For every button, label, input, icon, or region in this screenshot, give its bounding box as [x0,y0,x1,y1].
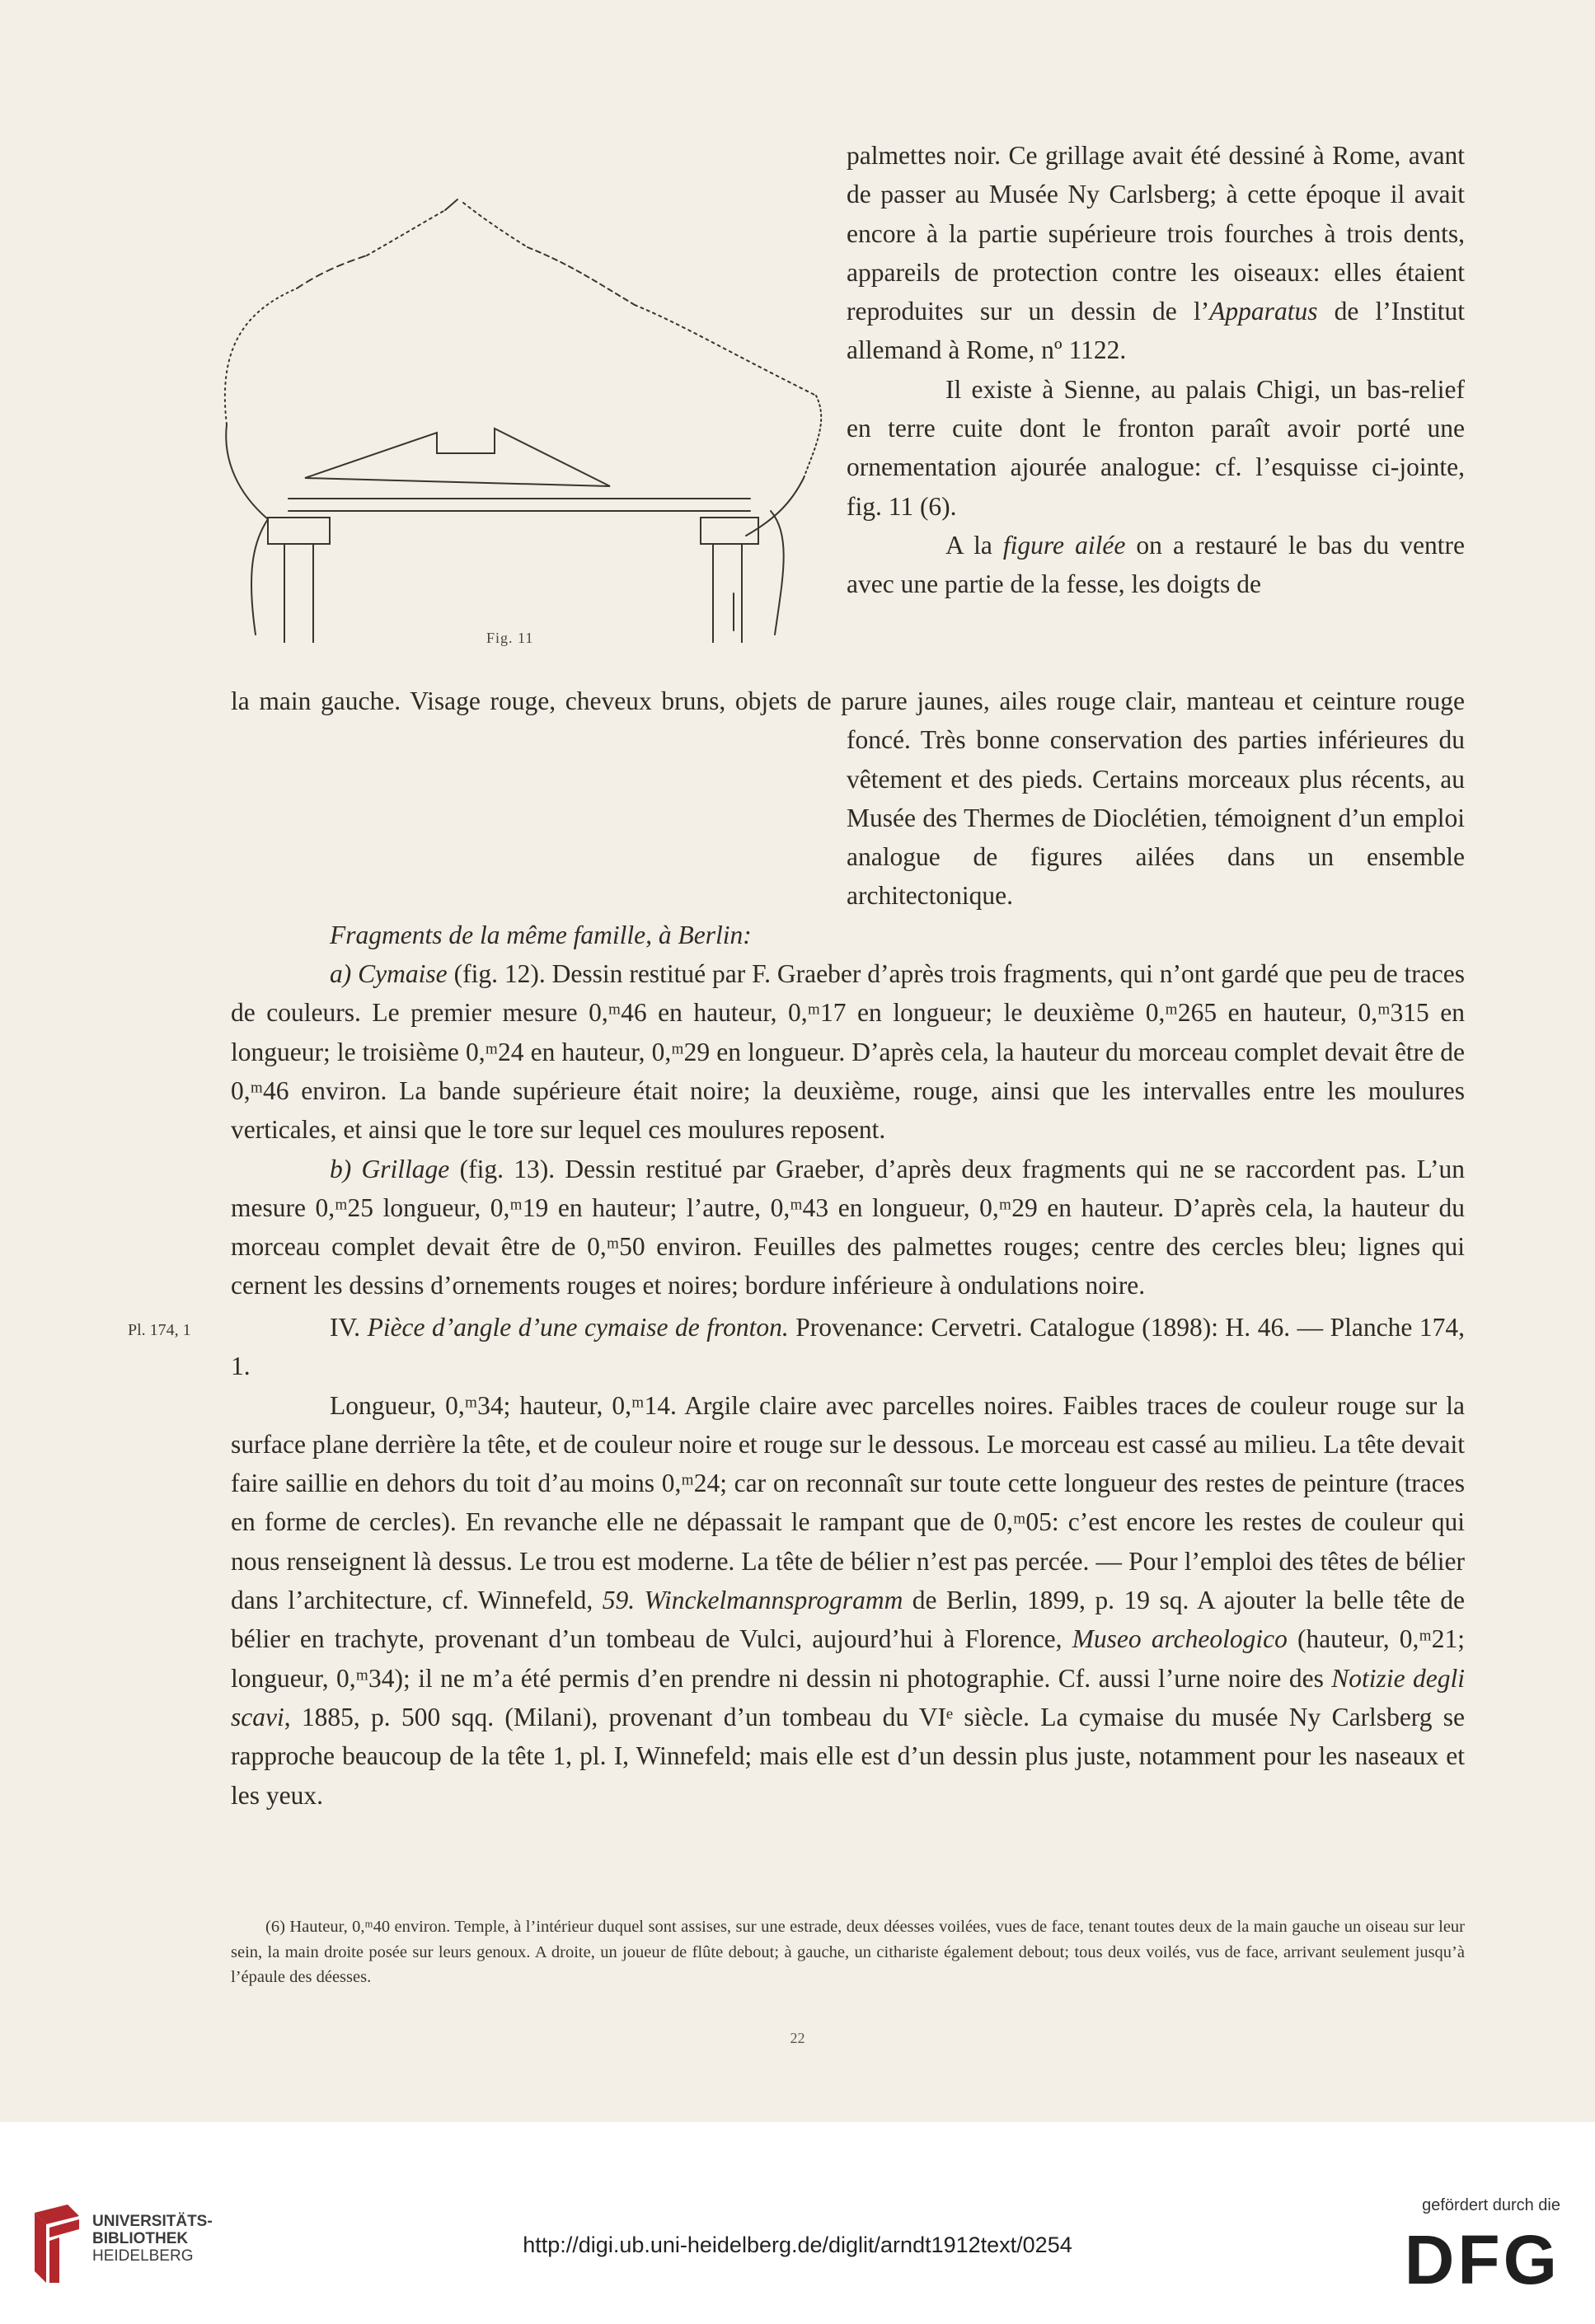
italic-run: 59. Winckelmannsprogramm [602,1586,903,1615]
paragraph [231,954,1465,1149]
dfg-logo: DFG [1404,2221,1560,2298]
funder-label: gefördert durch die [1422,2196,1560,2214]
right-column-text [847,136,1465,604]
italic-run: Apparatus [1209,297,1318,326]
plate-reference: Pl. 174, 1 [128,1321,191,1339]
section-title [231,1308,1465,1386]
temple-sketch-figure [223,148,824,643]
main-text-lower [231,1308,1465,1815]
italic-run: figure ailée [1002,530,1126,560]
italic-run: Museo archeologico [1072,1624,1288,1654]
italic-run: Pièce d’angle d’une cymaise de fronton. [367,1313,789,1342]
italic-run: Notizie degli scavi [231,1663,1465,1731]
text-run: , 1885, p. 500 sqq. (Milani), provenant d’un tombeau du VIᵉ siècle. La cymaise du musée Ny Carlsberg se rapproche beaucoup de la tête 1, pl. I, Winnefeld; mais elle est d’un dessin plus juste, notamment pour les naseaux et les yeux. [231,1702,1465,1810]
footnote: (6) Hauteur, 0,ᵐ40 environ. Temple, à l’intérieur duquel sont assises, sur une estrade, deux déesses voilées, vues de face, tenant toutes deux de la main gauche un oiseau sur leur sein, la main droite posée sur leurs genoux. A droite, un joueur de flûte debout; à gauche, un cithariste également debout; tous deux voilés, vus de face, arrivant seulement jusqu’à l’épaule des déesses. [231,1918,1465,1987]
text-run: de l’Institut allemand à Rome, nº 1122. [847,297,1465,365]
text-run: (fig. 12). Dessin restitué par F. Graeber d’après trois fragments, qui n’ont gardé que peu de traces de couleurs. Le premier mesure 0,ᵐ46 en hauteur, 0,ᵐ17 en longueur; le deuxième 0,ᵐ265 en hauteur, 0,ᵐ315 en longueur; le troisième 0,ᵐ24 en hauteur, 0,ᵐ29 en longueur. D’après cela, la hauteur du morceau complet devait être de 0,ᵐ46 environ. La bande supérieure était noire; la deuxième, rouge, ainsi que les intervalles entre les moulures verticales, et ainsi que le tore sur lequel ces moulures reposent. [231,959,1465,1145]
paragraph [847,526,1465,604]
text-run: on a restauré le bas du ventre avec une partie de la fesse, les doigts de [847,530,1466,599]
paragraph: la main gauche. Visage rouge, cheveux bruns, objets de parure jaunes, ailes rouge clair, manteau et ceinture rouge foncé. Très bonne conservation des parties inférieures du vêtement et des pieds. Certains morceaux plus récents, au Musée des Thermes de Dioclétien, témoignent d’un emploi analogue de figures ailées dans un ensemble architectonique. [231,686,1465,911]
text-run: Provenance: Cervetri. Catalogue (1898): H. 46. — Planche 174, 1. [231,1313,1465,1381]
digitization-footer [0,2122,1595,2324]
text-run: A la [945,530,1003,560]
text-run: Longueur, 0,ᵐ34; hauteur, 0,ᵐ14. Argile claire avec parcelles noires. Faibles traces de couleur rouge sur la surface plane derrière la tête, et de couleur noire et rouge sur le dessous. Le morceau est cassé au milieu. La tête devait faire saillie en dehors du toit d’au moins 0,ᵐ24; car on reconnaît sur toute cette longueur des restes de peinture (traces en forme de cercles). En revanche elle ne dépassait le rampant que de 0,ᵐ05: c’est encore les restes de couleur qui nous renseignent là dessus. Le trou est moderne. La tête de bélier n’est pas percée. — Pour l’emploi des têtes de bélier dans l’architecture, cf. Winnefeld, [231,1390,1465,1615]
text-run: de Berlin, 1899, p. 19 sq. A ajouter la belle tête de bélier en trachyte, provenant d’un tombeau de Vulci, aujourd’hui à Florence, [231,1586,1465,1654]
temple-sketch-drawing [223,148,824,643]
paragraph [231,1386,1465,1815]
text-run: IV. [330,1313,368,1342]
source-url-row [0,2233,1595,2258]
library-name-line: HEIDELBERG [92,2247,194,2265]
paragraph: Il existe à Sienne, au palais Chigi, un bas-relief en terre cuite dont le fronton paraît avoir porté une ornementation ajourée analogue: cf. l’esquisse ci-jointe, fig. 11 (6). [847,374,1465,521]
text-run: palmettes noir. Ce grillage avait été dessiné à Rome, avant de passer au Musée Ny Carlsberg; à cette époque il avait encore à la partie supérieure trois fourches à trois dents, appareils de protection contre les oiseaux: elles étaient reproduites sur un dessin de l’ [847,141,1465,326]
italic-run: b) Grillage [330,1154,450,1183]
section-heading [231,916,1465,954]
italic-run: Fragments de la même famille, à Berlin: [330,920,752,949]
text-run: (hauteur, 0,ᵐ21; longueur, 0,ᵐ34); il ne m’a été permis d’en prendre ni dessin ni photographie. Cf. aussi l’urne noire des [231,1624,1465,1693]
source-url-link[interactable]: http://digi.ub.uni-heidelberg.de/diglit/arndt1912text/0254 [523,2233,1072,2257]
paragraph [231,1150,1465,1305]
main-text-upper [231,682,1465,1305]
page-number: 22 [790,2030,805,2046]
library-name-line: UNIVERSITÄTS- [92,2213,213,2230]
library-name-line: BIBLIOTHEK [92,2230,189,2247]
text-run: (fig. 13). Dessin restitué par Graeber, d’après deux fragments qui ne se raccordent pas. L’un mesure 0,ᵐ25 longueur, 0,ᵐ19 en hauteur; l’autre, 0,ᵐ43 en longueur, 0,ᵐ29 en hauteur. D’après cela, la hauteur du morceau complet devait être de 0,ᵐ50 environ. Feuilles des palmettes rouges; centre des cercles bleu; lignes qui cernent les dessins d’ornements rouges et noires; bordure inférieure à ondulations noire. [231,1154,1465,1300]
figure-caption: Fig. 11 [486,630,534,646]
paragraph [847,136,1465,370]
italic-run: a) Cymaise [330,959,448,989]
